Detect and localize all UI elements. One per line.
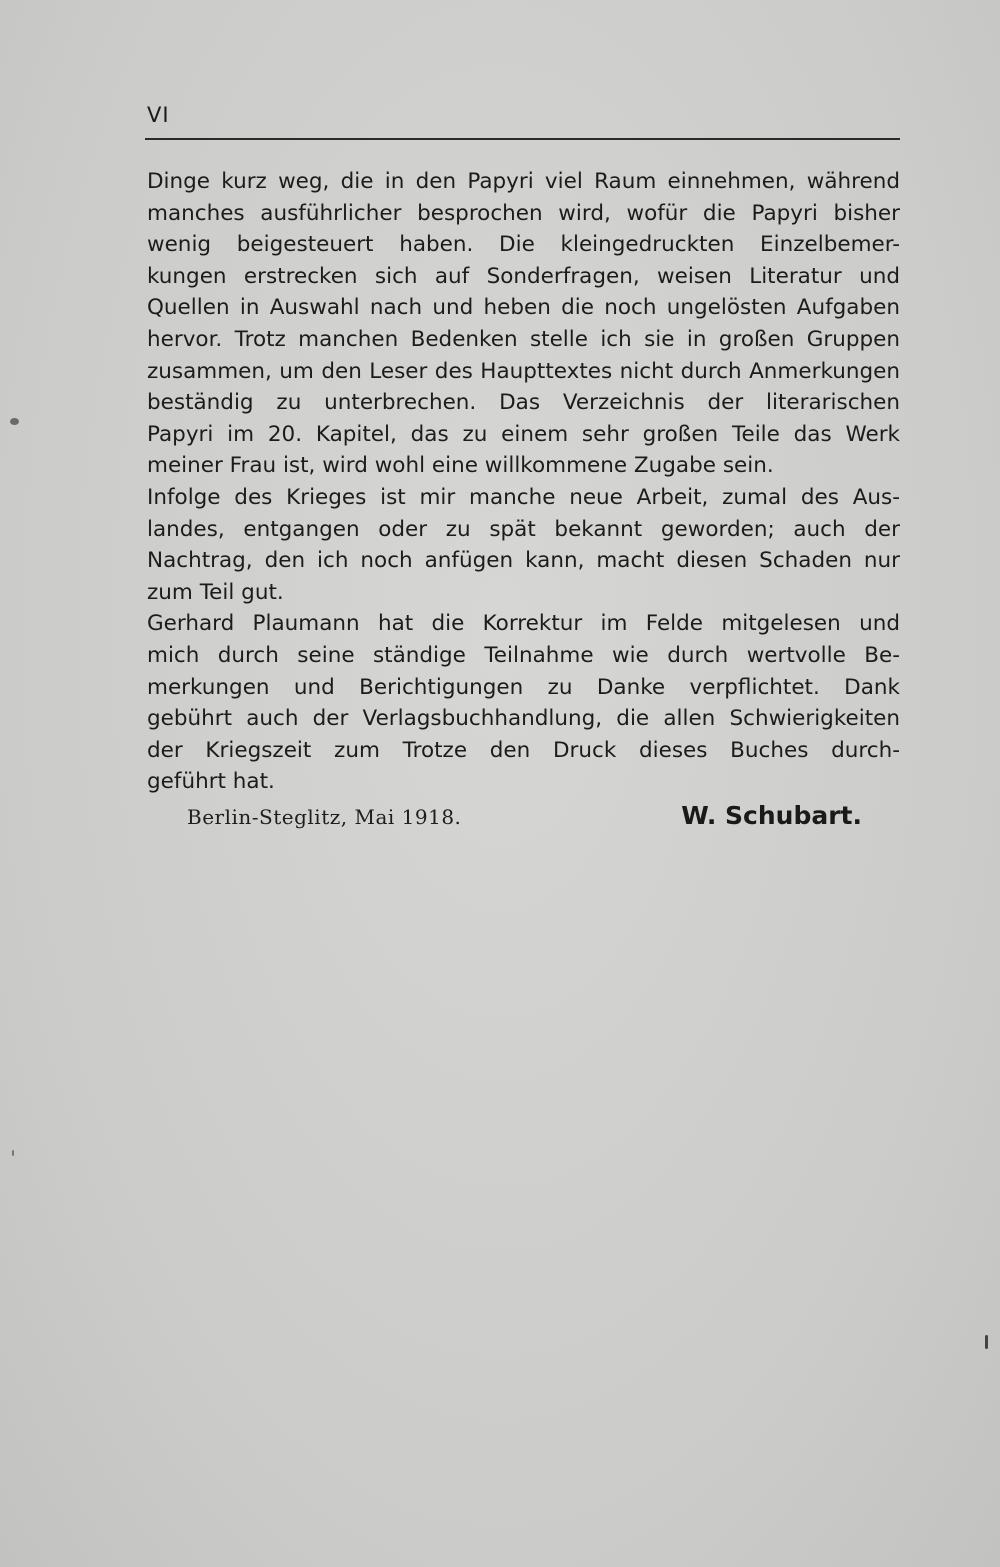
text-line: Nachtrag, den ich noch anfügen kann, macht diesen Schaden nur xyxy=(147,548,900,574)
text-line: geführt hat. xyxy=(147,769,275,795)
text-line: Papyri im 20. Kapitel, das zu einem sehr großen Teile das Werk xyxy=(147,421,900,447)
text-line: manches ausführlicher besprochen wird, wofür die Papyri bisher xyxy=(147,200,900,226)
text-line: landes, entgangen oder zu spät bekannt geworden; auch der xyxy=(147,516,900,542)
text-line: Infolge des Krieges ist mir manche neue Arbeit, zumal des Aus- xyxy=(147,484,900,510)
page-number: VI xyxy=(147,103,170,127)
text-line: wenig beigesteuert haben. Die kleingedruckten Einzelbemer- xyxy=(147,232,900,258)
text-line: meiner Frau ist, wird wohl eine willkommene Zugabe sein. xyxy=(147,453,774,479)
header-rule xyxy=(145,138,900,140)
author-signature: W. Schubart. xyxy=(681,801,862,830)
scan-speck xyxy=(10,418,19,425)
place-date: Berlin-Steglitz, Mai 1918. xyxy=(187,805,462,829)
body-text xyxy=(147,166,900,798)
scan-speck xyxy=(985,1335,988,1349)
text-line: merkungen und Berichtigungen zu Danke verpflichtet. Dank xyxy=(147,674,900,700)
text-line: hervor. Trotz manchen Bedenken stelle ich sie in großen Gruppen xyxy=(147,326,900,352)
text-line: kungen erstrecken sich auf Sonderfragen, weisen Literatur und xyxy=(147,263,900,289)
text-line: Quellen in Auswahl nach und heben die noch ungelösten Aufgaben xyxy=(147,295,900,321)
text-line: zum Teil gut. xyxy=(147,579,284,605)
text-line: mich durch seine ständige Teilnahme wie durch wertvolle Be- xyxy=(147,642,900,668)
signature-row xyxy=(147,801,900,845)
text-line: zusammen, um den Leser des Haupttextes nicht durch Anmerkungen xyxy=(147,358,900,384)
text-line: beständig zu unterbrechen. Das Verzeichnis der literarischen xyxy=(147,390,900,416)
text-line: Gerhard Plaumann hat die Korrektur im Felde mitgelesen und xyxy=(147,611,900,637)
text-line: Dinge kurz weg, die in den Papyri viel Raum einnehmen, während xyxy=(147,169,900,194)
text-line: der Kriegszeit zum Trotze den Druck dieses Buches durch- xyxy=(147,737,900,763)
text-line: gebührt auch der Verlagsbuchhandlung, die allen Schwierigkeiten xyxy=(147,706,900,732)
scan-speck xyxy=(12,1150,14,1156)
